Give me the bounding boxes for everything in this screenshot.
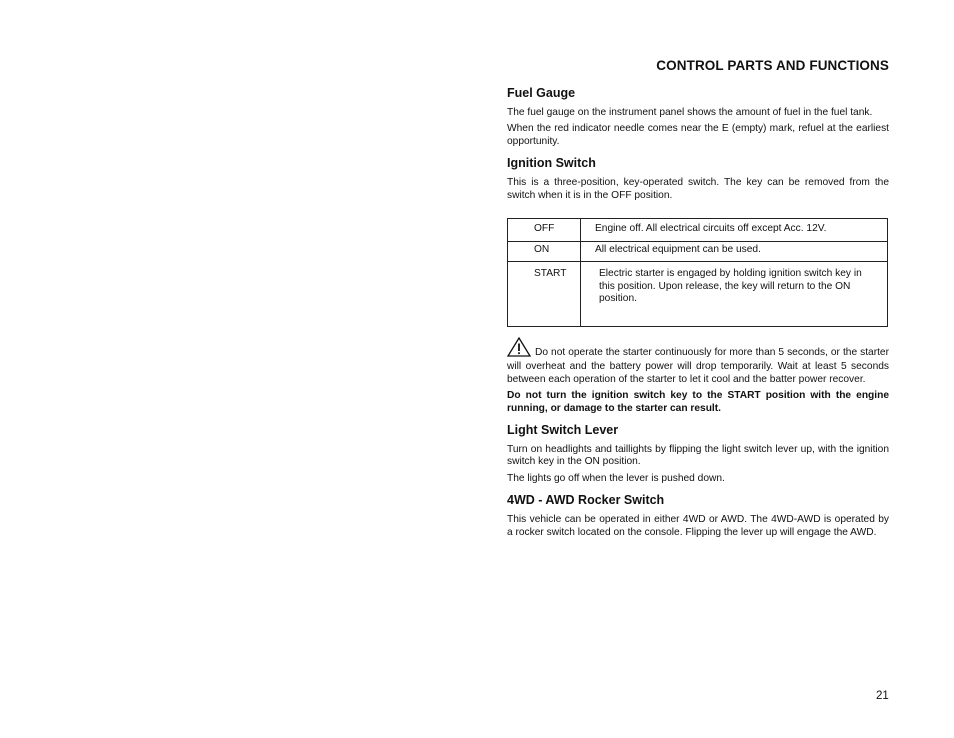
starter-warning xyxy=(507,337,889,386)
fuel-gauge-paragraph-1: The fuel gauge on the instrument panel shows the amount of fuel in the fuel tank. xyxy=(507,107,873,118)
table-row xyxy=(508,262,888,327)
position-cell xyxy=(508,262,581,327)
rocker-switch-section xyxy=(507,493,889,539)
section-title: CONTROL PARTS AND FUNCTIONS xyxy=(656,58,889,73)
description-cell xyxy=(581,262,888,327)
description-cell xyxy=(581,242,888,262)
manual-page xyxy=(507,58,889,547)
ignition-switch-paragraph: This is a three-position, key-operated switch. The key can be removed from the switch when it is in the OFF position. xyxy=(507,177,889,201)
ignition-switch-section xyxy=(507,156,889,415)
fuel-gauge-heading: Fuel Gauge xyxy=(507,86,576,100)
table-row xyxy=(508,219,888,242)
position-description: All electrical equipment can be used. xyxy=(595,244,761,256)
fuel-gauge-paragraph-2: When the red indicator needle comes near the E (empty) mark, refuel at the earliest opportunity. xyxy=(507,123,889,147)
position-description: Engine off. All electrical circuits off except Acc. 12V. xyxy=(595,223,827,235)
light-switch-heading: Light Switch Lever xyxy=(507,423,619,438)
rocker-switch-paragraph: This vehicle can be operated in either 4WD or AWD. The 4WD-AWD is operated by a rocker switch located on the console. Flipping the lever up will engage the AWD. xyxy=(507,514,889,538)
position-cell xyxy=(508,242,581,262)
position-description: Electric starter is engaged by holding ignition switch key in this position. Upon release, the key will return to the ON position. xyxy=(599,268,862,305)
ignition-positions-table xyxy=(507,218,888,327)
ignition-bold-warning: Do not turn the ignition switch key to the START position with the engine running, or damage to the starter can result. xyxy=(507,390,889,414)
position-label: ON xyxy=(534,244,550,256)
position-cell xyxy=(508,219,581,242)
position-label: OFF xyxy=(534,223,555,235)
position-label: START xyxy=(534,268,567,280)
table-row xyxy=(508,242,888,262)
starter-warning-text: Do not operate the starter continuously for more than 5 seconds, or the starter will overheat and the battery power will drop temporarily. Wait at least 5 seconds between each operation of the starter to let it cool and the batter power recover. xyxy=(507,347,889,385)
light-switch-section xyxy=(507,423,889,485)
fuel-gauge-section xyxy=(507,86,889,148)
page-number: 21 xyxy=(876,690,889,702)
light-switch-paragraph-1: Turn on headlights and taillights by flipping the light switch lever up, with the ignition switch key in the ON position. xyxy=(507,444,889,468)
light-switch-paragraph-2: The lights go off when the lever is pushed down. xyxy=(507,472,725,484)
rocker-switch-heading: 4WD - AWD Rocker Switch xyxy=(507,493,665,508)
warning-triangle-icon xyxy=(507,337,531,361)
description-cell xyxy=(581,219,888,242)
ignition-switch-heading: Ignition Switch xyxy=(507,156,596,171)
